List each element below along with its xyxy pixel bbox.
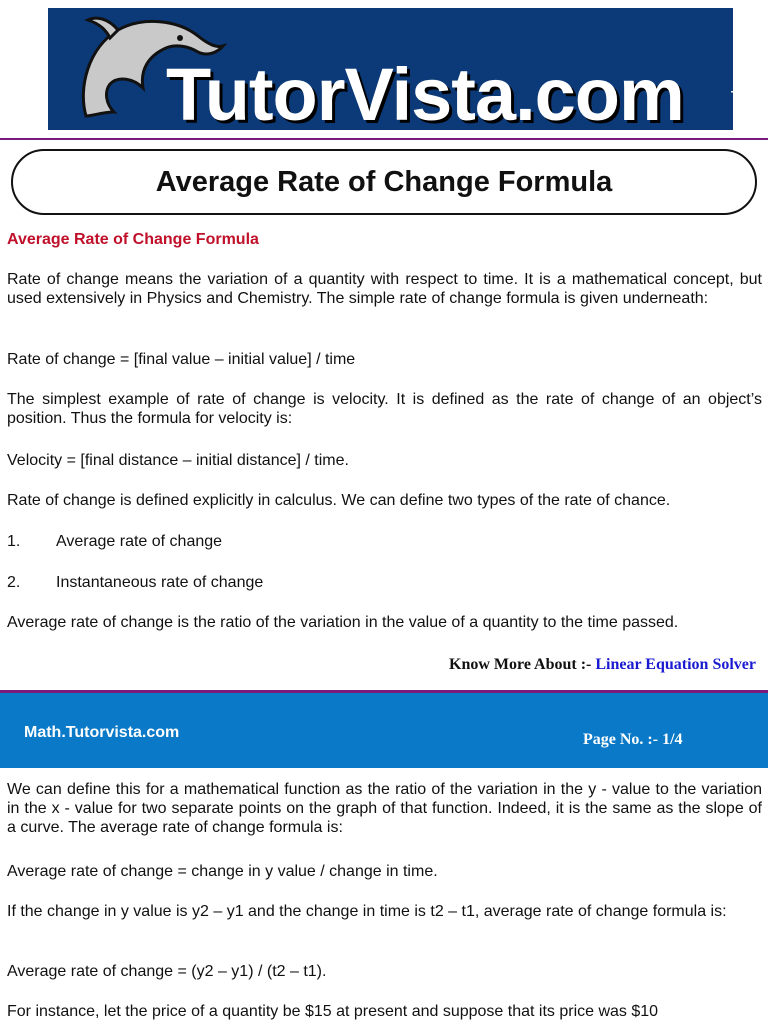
paragraph-4 <box>7 451 762 470</box>
formula-average-rate: Average rate of change = change in y value / change in time. <box>7 863 438 880</box>
formula-rate-of-change: Rate of change = [final value – initial value] / time <box>7 351 356 368</box>
section-heading-text: Average Rate of Change Formula <box>7 231 259 248</box>
page-title: Average Rate of Change Formula <box>155 165 613 198</box>
section-heading <box>7 230 762 249</box>
formula-average-rate-explicit: Average rate of change = (y2 – y1) / (t2 – t1). <box>7 963 327 980</box>
paragraph-9-text: If the change in y value is y2 – y1 and the change in time is t2 – t1, average rate of change formula is: <box>7 903 727 920</box>
paragraph-2 <box>7 350 762 369</box>
paragraph-5 <box>7 491 762 510</box>
paragraph-9 <box>7 902 762 921</box>
list-item-text: Instantaneous rate of change <box>56 574 264 591</box>
tutorvista-logo <box>48 8 750 136</box>
list-item-number: 2. <box>7 574 21 591</box>
logo-trademark: TM <box>731 88 750 103</box>
know-more-label: Know More About :- <box>449 656 592 673</box>
title-banner <box>11 149 757 215</box>
paragraph-3 <box>7 390 762 428</box>
formula-velocity: Velocity = [final distance – initial distance] / time. <box>7 452 349 469</box>
paragraph-7-text: We can define this for a mathematical function as the ratio of the variation in the y - value to the variation in the x - value for two separate points on the graph of that function. Indeed, it is the same as the slope of a curve. The average rate of change formula is: <box>7 781 762 836</box>
list-item-number: 1. <box>7 533 21 550</box>
know-more <box>449 656 756 674</box>
footer-page-number: Page No. :- 1/4 <box>583 731 683 748</box>
paragraph-6 <box>7 613 762 632</box>
header-divider <box>0 138 768 140</box>
list-item-text: Average rate of change <box>56 533 223 550</box>
page-footer <box>0 690 768 768</box>
paragraph-3-text: The simplest example of rate of change is velocity. It is defined as the rate of change of an object’s position. Thus the formula for velocity is: <box>7 391 762 427</box>
paragraph-10 <box>7 962 762 981</box>
paragraph-7 <box>7 780 762 837</box>
list-item <box>7 532 222 551</box>
paragraph-11 <box>7 1002 762 1021</box>
list-item <box>7 573 263 592</box>
footer-site-name: Math.Tutorvista.com <box>24 724 180 741</box>
paragraph-5-text: Rate of change is defined explicitly in calculus. We can define two types of the rate of chance. <box>7 492 671 509</box>
paragraph-6-text: Average rate of change is the ratio of the variation in the value of a quantity to the time passed. <box>7 614 679 631</box>
paragraph-11-text: For instance, let the price of a quantity be $15 at present and suppose that its price was $10 <box>7 1003 659 1020</box>
paragraph-1-text: Rate of change means the variation of a quantity with respect to time. It is a mathematical concept, but used extensively in Physics and Chemistry. The simple rate of change formula is given underneath: <box>7 271 762 307</box>
paragraph-8 <box>7 862 762 881</box>
linear-equation-solver-link[interactable]: Linear Equation Solver <box>595 656 756 673</box>
logo-text: TutorVista.com <box>166 53 684 136</box>
paragraph-1 <box>7 270 762 308</box>
